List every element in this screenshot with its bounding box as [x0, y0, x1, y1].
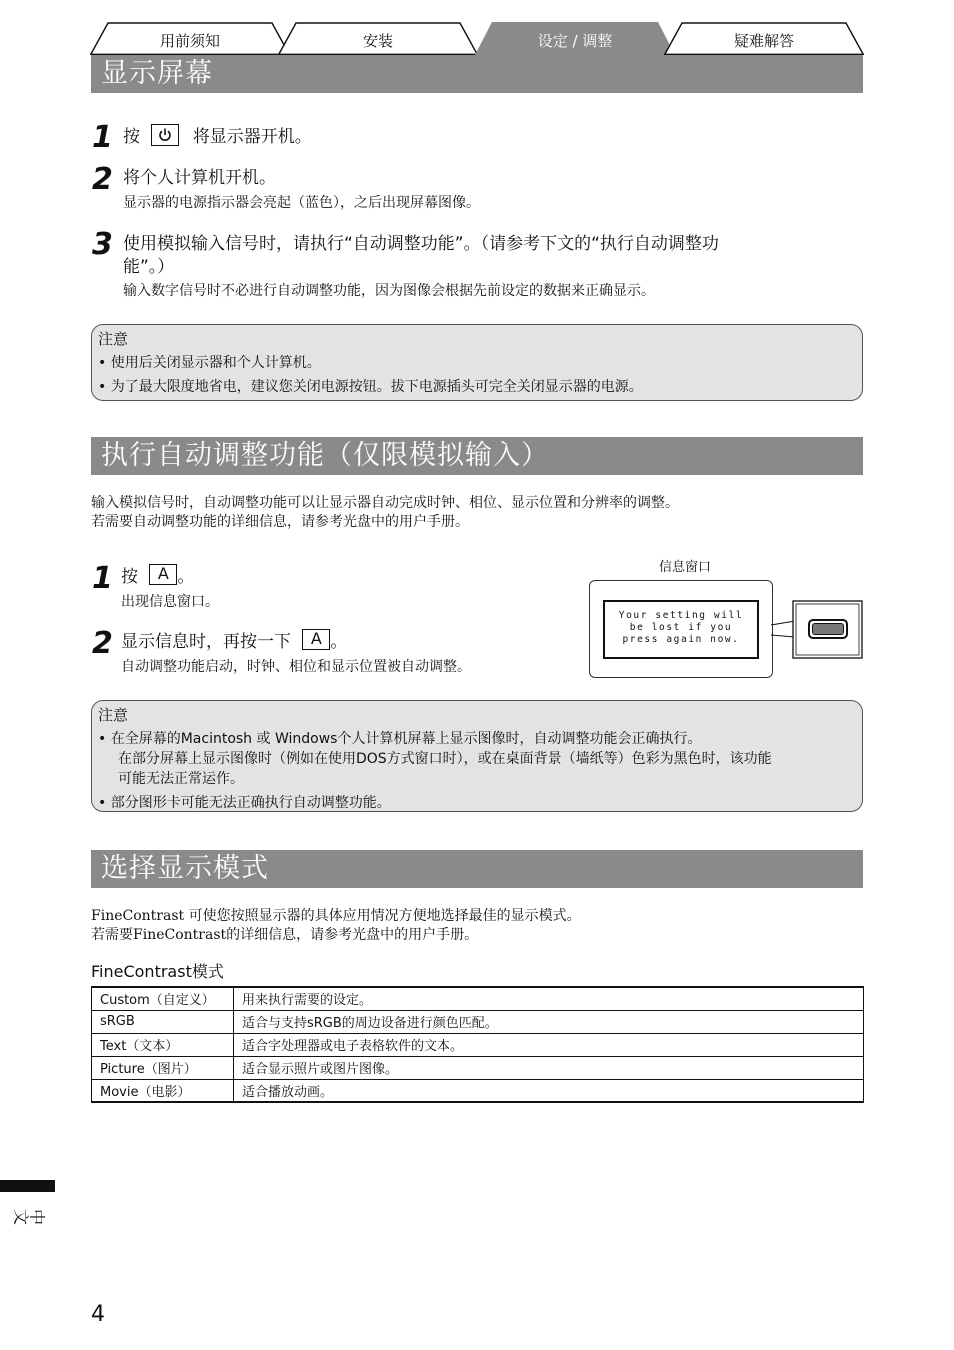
step3-instruction-line2: 能”。） — [123, 257, 175, 277]
auto-step1-pre: 按 — [121, 567, 138, 587]
message-line: Your setting will — [618, 610, 744, 621]
step3-instruction-line1: 使用模拟输入信号时，请执行“自动调整功能”。（请参考下文的“执行自动调整功 — [123, 234, 719, 254]
note-item-cont: 在部分屏幕上显示图像时（例如在使用DOS方式窗口时），或在桌面背景（墙纸等）色彩为黑色时，该功能 — [118, 751, 772, 767]
mode-intro-line2: 若需要FineContrast的详细信息，请参考光盘中的用户手册。 — [91, 927, 479, 943]
mode-description: 适合字处理器或电子表格软件的文本。 — [234, 1033, 864, 1056]
button-illustration — [808, 619, 848, 639]
note-item: • 在全屏幕的Macintosh 或 Windows个人计算机屏幕上显示图像时，自动调整功能会正确执行。 — [98, 731, 702, 747]
fine-contrast-mode-table — [91, 986, 864, 1103]
button-face — [812, 623, 844, 635]
step1-post: 将显示器开机。 — [192, 127, 312, 147]
tab-label: 安装 — [362, 32, 393, 50]
step-number: 1 — [92, 561, 113, 596]
mode-name: Custom（自定义） — [92, 987, 234, 1010]
step1-pre: 按 — [123, 127, 140, 147]
tab-before-use[interactable] — [90, 22, 290, 55]
mode-name: Text（文本） — [92, 1033, 234, 1056]
step3-detail: 输入数字信号时不必进行自动调整功能，因为图像会根据先前设定的数据来正确显示。 — [123, 283, 655, 299]
language-bar — [0, 1180, 55, 1192]
auto-step1-detail: 出现信息窗口。 — [121, 594, 219, 610]
nav-tabs — [90, 22, 864, 55]
step2-detail: 显示器的电源指示器会亮起（蓝色），之后出现屏幕图像。 — [123, 195, 480, 211]
note-item-cont: 可能无法正常运作。 — [118, 771, 244, 787]
step2-instruction: 将个人计算机开机。 — [123, 168, 276, 188]
table-row — [92, 1033, 864, 1056]
monitor-frame-illustration — [589, 580, 773, 678]
section-title-display-screen: 显示屏幕 — [91, 55, 863, 93]
auto-adjust-intro-line1: 输入模拟信号时，自动调整功能可以让显示器自动完成时钟、相位、显示位置和分辨率的调整。 — [91, 495, 679, 511]
step-number: 2 — [92, 626, 113, 661]
table-title: FineContrast模式 — [91, 962, 224, 981]
auto-step2-post: 。 — [330, 632, 348, 652]
tab-label: 用前须知 — [159, 32, 220, 50]
mode-description: 用来执行需要的设定。 — [234, 987, 864, 1010]
mode-intro-line1: FineContrast 可使您按照显示器的具体应用情况方便地选择最佳的显示模式。 — [91, 908, 581, 924]
tab-install[interactable] — [278, 22, 478, 55]
tab-label: 疑难解答 — [733, 32, 794, 50]
figure-caption: 信息窗口 — [658, 560, 711, 575]
auto-step2-pre: 显示信息时，再按一下 — [121, 632, 291, 652]
auto-step1-instruction — [121, 563, 195, 589]
note-item: • 为了最大限度地省电，建议您关闭电源按钮。拔下电源插头可完全关闭显示器的电源。 — [98, 379, 643, 395]
language-label: 中文 — [13, 1206, 46, 1226]
table-row — [92, 1079, 864, 1102]
a-key-icon: A — [302, 629, 330, 650]
step-number: 3 — [92, 227, 113, 262]
message-line: press again now. — [622, 634, 740, 645]
mode-description: 适合显示照片或图片图像。 — [234, 1056, 864, 1079]
note-box-power — [91, 324, 863, 401]
table-row — [92, 1056, 864, 1079]
section-title-auto-adjust: 执行自动调整功能（仅限模拟输入） — [91, 437, 863, 475]
note-item: • 部分图形卡可能无法正确执行自动调整功能。 — [98, 795, 391, 811]
auto-step2-detail: 自动调整功能启动，时钟、相位和显示位置被自动调整。 — [121, 659, 471, 675]
section-title-display-mode: 选择显示模式 — [91, 850, 863, 888]
table-row — [92, 1010, 864, 1033]
mode-name: Picture（图片） — [92, 1056, 234, 1079]
mode-description: 适合与支持sRGB的周边设备进行颜色匹配。 — [234, 1010, 864, 1033]
note-title: 注意 — [98, 330, 129, 348]
table-row — [92, 987, 864, 1010]
step-number: 2 — [92, 162, 113, 197]
mode-name: sRGB — [92, 1010, 234, 1033]
note-item: • 使用后关闭显示器和个人计算机。 — [98, 355, 321, 371]
step1-instruction — [123, 126, 312, 149]
auto-step2-instruction — [121, 628, 348, 654]
power-button-icon — [151, 124, 179, 146]
step-number: 1 — [92, 120, 113, 155]
mode-description: 适合播放动画。 — [234, 1079, 864, 1102]
auto-step1-post: 。 — [177, 567, 195, 587]
mode-name: Movie（电影） — [92, 1079, 234, 1102]
note-box-auto-adjust — [91, 700, 863, 812]
a-key-icon: A — [149, 564, 177, 585]
tab-settings-adjust[interactable] — [475, 22, 675, 55]
tab-troubleshooting[interactable] — [664, 22, 864, 55]
tab-label: 设定 / 调整 — [537, 32, 613, 50]
message-line: be lost if you — [629, 622, 733, 633]
message-window — [603, 600, 759, 659]
note-title: 注意 — [98, 706, 129, 724]
auto-adjust-intro-line2: 若需要自动调整功能的详细信息，请参考光盘中的用户手册。 — [91, 514, 469, 530]
page-number: 4 — [91, 1302, 105, 1327]
